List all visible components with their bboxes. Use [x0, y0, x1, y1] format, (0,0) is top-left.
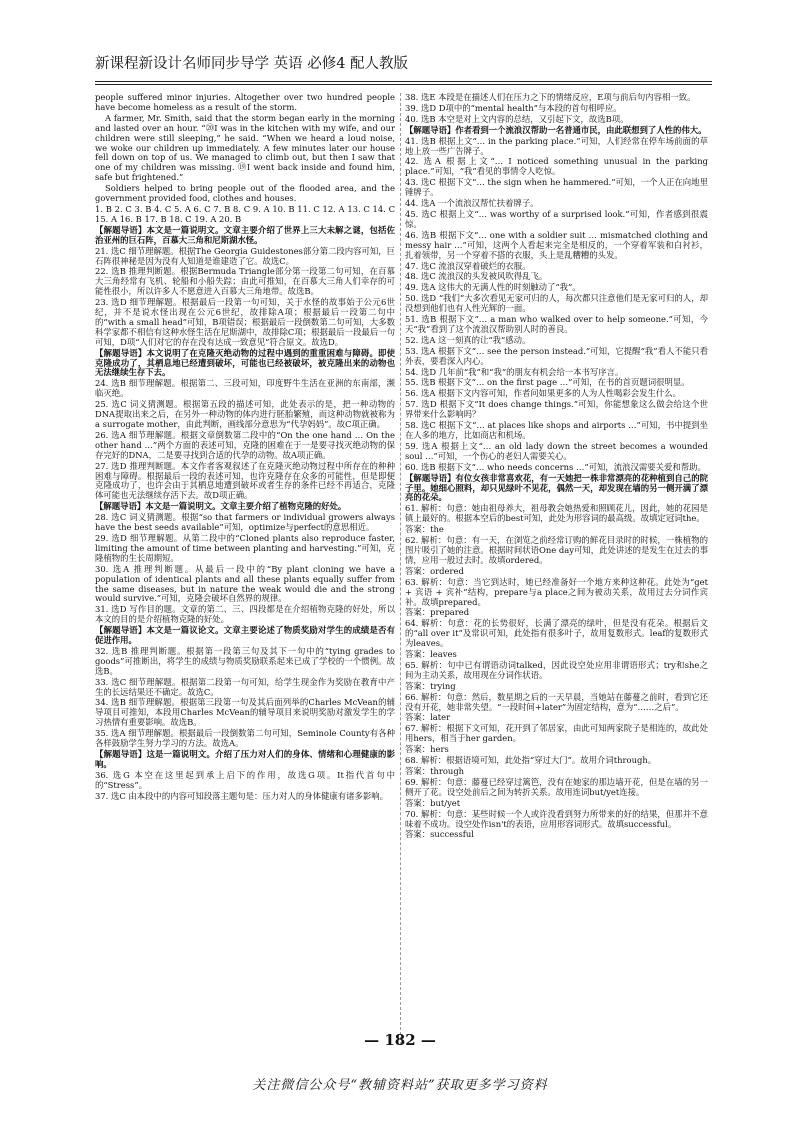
- left-column-paragraph: 27. 选D 推理判断题。本文作者客观叙述了在克隆灭绝动物过程中所存在的种种困难与障碍。根据最后一段的表述可知，也许克隆存在众多的可能性，但是即便克隆成功了，也许会由于其栖息地遭到破坏或者生存的条件已经不再适合，克隆体可能也无法继续存活下去。故D项正确。: [95, 460, 395, 501]
- left-column-paragraph: A farmer, Mr. Smith, said that the storm began early in the morning and lasted over an hour. “⑳I was in the kitchen with my wife, and our children were still sleeping,” he said. “When we heard a loud noise, we woke our children up immediately. A few minutes later our house fell down on top of us. We managed to climb out, but then I saw that one of my children was missing. ⑲I went back inside and found him, safe but frightened.”: [95, 112, 395, 183]
- right-column-paragraph: 答案：successful: [405, 829, 474, 840]
- left-column-paragraph: 22. 选B 推理判断题。根据Bermuda Triangle部分第一段第二句可知，在百慕大三角经常有飞机、轮船和小船失踪；由此可推知，在百慕大三角人们幸存的可能性很小，所以许多人不愿意进入百慕大三角地带。故选B。: [95, 266, 395, 297]
- column-divider: [400, 93, 401, 1045]
- right-column-paragraph: 63. 解析：句意：当它到达时，她已经准备好一个地方来种这种花。此处为“get + 宾语 + 宾补”结构，prepare与a place之间为被动关系，故用过去分词作宾补。故填prepared。: [405, 576, 708, 607]
- left-column-paragraph: 31. 选D 写作目的题。文章的第二、三、四段都是在介绍植物克隆的好处，所以本文的目的是介绍植物克隆的好处。: [95, 604, 395, 625]
- right-column-paragraph: 49. 选A 这伟大的无满人性的时刻触动了“我”。: [405, 282, 581, 293]
- right-column-paragraph: 52. 选A 这一刻真的让“我”感动。: [405, 334, 531, 345]
- left-column-paragraph: 1. B 2. C 3. B 4. C 5. A 6. C 7. B 8. C 9. A 10. B 11. C 12. A 13. C 14. C 15. A 16. B 17. B 18. C 19. A 20. B: [95, 203, 395, 224]
- right-column-paragraph: 51. 选B 根据下文“… a man who walked over to help someone.”可知，今天“我”看到了这个流浪汉帮助别人时的善良。: [405, 314, 708, 334]
- right-column-paragraph: 70. 解析：句意：某些时候一个人或许没看到努力所带来的好的结果，但那并不意味着不成功。设空处作isn't的表语，应用形容词形式。故填successful。: [405, 808, 708, 829]
- right-column-paragraph: 39. 选D D项中的“mental health”与本段的首句相呼应。: [405, 102, 622, 113]
- right-column-paragraph: 67. 解析：根据下文可知，花开到了邻居家，由此可知两家院子是相连的，故此处用hers，相当于her garden。: [405, 723, 708, 744]
- right-column-paragraph: 48. 选C 流浪汉的头发被风吹得乱飞。: [405, 271, 548, 282]
- left-column-paragraph: 【解题导语】本文是一篇议论文。文章主要论述了物质奖励对学生的成绩是否有促进作用。: [95, 625, 395, 646]
- left-column-paragraph: 【解题导语】本文说明了在克隆灭绝动物的过程中遇到的重重困难与障碍。即使克隆成功了，其栖息地已经遭到破坏，可能也已经被破坏，被克隆出来的动物也无法继续生存下去。: [95, 347, 395, 378]
- left-column-paragraph: 24. 选B 细节理解题。根据第二、三段可知，印度野牛生活在亚洲的东南部，濒临灭绝。: [95, 378, 395, 399]
- header-rule-thick: [95, 81, 712, 82]
- right-column: [405, 93, 708, 1093]
- left-column-paragraph: 33. 选C 细节理解题。根据第二段第一句可知，给学生现金作为奖励在教育中产生的长远结果还不确定。故选C。: [95, 676, 395, 697]
- left-column-paragraph: 28. 选C 词义猜测题。根据“so that farmers or individual growers always have the best seeds available”可知，optimize与perfect的意思相近。: [95, 512, 395, 533]
- left-column-paragraph: Soldiers helped to bring people out of the flooded area, and the government provided food, clothes and houses.: [95, 183, 395, 204]
- right-column-paragraph: 答案：later: [405, 712, 451, 723]
- left-column-paragraph: 29. 选D 细节理解题。从第二段中的“Cloned plants also reproduce faster, limiting the amount of time between planting and harvesting.”可知，克隆植物的生长周期短。: [95, 532, 395, 563]
- right-column-paragraph: 45. 选C 根据上文“… was worthy of a surprised look.”可知，作者感到很震惊。: [405, 208, 708, 229]
- right-column-paragraph: 58. 选C 根据下文“… at places like shops and airports …”可知，书中提到坐在人多的地方，比如商店和机场。: [405, 420, 708, 440]
- right-column-paragraph: 56. 选A 根据下文内容可知，作者问如果更多的人为人性喝彩会发生什么。: [405, 388, 681, 399]
- right-column-paragraph: 54. 选D 几年前“我”和“我”的朋友有机会给一本书写序言。: [405, 366, 624, 377]
- page-number: — 182 —: [364, 1031, 436, 1049]
- left-column-paragraph: 21. 选C 细节理解题。根据The Georgia Guidestones部分第二段内容可知，巨石阵很神秘是因为没有人知道是谁建造了它。故选C。: [95, 245, 395, 266]
- left-column-paragraph: 【解题导语】本文是一篇说明文。文章主要介绍了世界上三大未解之谜，包括佐治亚州的巨石阵，百慕大三角和尼斯湖水怪。: [95, 224, 395, 245]
- right-column-paragraph: 答案：prepared: [405, 607, 470, 618]
- right-column-paragraph: 50. 选D “我们”大多次看见无家可归的人，每次都只注意他们是无家可归的人，却没想到他们也有人性光辉的一面。: [405, 293, 708, 314]
- right-column-paragraph: 41. 选B 根据上文“… in the parking place.”可知，人们经常在停车场前面的草地上放一些广告牌子。: [405, 135, 708, 156]
- right-column-paragraph: 60. 选B 根据下文“… who needs concerns …”可知，流浪汉需要关爱和帮助。: [405, 461, 706, 472]
- left-column-paragraph: 【解题导语】这是一篇说明文。介绍了压力对人们的身体、情绪和心理健康的影响。: [95, 749, 395, 769]
- right-column-paragraph: 答案：the: [405, 524, 444, 535]
- left-column-paragraph: 30. 选A 推理判断题。从最后一段中的“By plant cloning we have a population of identical plants and all these plants equally suffer from the same diseases, but in nature the weak would die and the strong would survive.”可知，克隆会破坏自然界的规律。: [95, 563, 395, 604]
- right-column-paragraph: 答案：trying: [405, 680, 456, 691]
- right-column-paragraph: 答案：ordered: [405, 565, 464, 576]
- right-column-paragraph: 68. 解析：根据语境可知，此处指“穿过大门”。故用介词through。: [405, 755, 657, 766]
- right-column-paragraph: 59. 选A 根据上文“… an old lady down the street becomes a wounded soul …”可知，一个伤心的老妇人需要关心。: [405, 440, 708, 461]
- right-column-paragraph: 66. 解析：句意：然后，数星期之后的一天早晨，当她站在藤蔓之前时，看到它还没有开花，她非常失望。“一段时间+later”为固定结构，意为“……之后”。: [405, 691, 708, 712]
- right-column-paragraph: 55. 选B 根据下文“… on the first page …”可知，在书的首页题词很明显。: [405, 377, 690, 388]
- right-column-paragraph: 38. 选E 本段是在描述人们在压力之下的情绪反应，E项与前后句内容相一致。: [405, 93, 696, 102]
- right-column-paragraph: 42. 选A 根据上文“… I noticed something unusual in the parking place.”可知，“我”看见的事情令人吃惊。: [405, 156, 708, 177]
- right-column-paragraph: 答案：through: [405, 766, 465, 776]
- left-column: [95, 93, 395, 1093]
- right-column-paragraph: 【解题导语】有位女孩非常喜欢花，有一天她把一株非常漂亮的花种植到自己的院子里。她细心照料，却只见绿叶不见花，偶然一天，却发现在墙的另一侧开满了漂亮的花朵。: [405, 472, 708, 503]
- right-column-paragraph: 答案：hers: [405, 744, 449, 755]
- left-column-paragraph: 32. 选B 推理判断题。根据第一段第三句及其下一句中的“tying grades to goods”可推断出，将学生的成绩与物质奖励联系起来已成了学校的一个惯例。故选B。: [95, 645, 395, 676]
- header-rule-thin: [95, 84, 712, 85]
- footer-watermark-text: 关注微信公众号“教辅资料站”获取更多学习资料: [252, 1078, 548, 1093]
- right-column-paragraph: 43. 选C 根据下文“… the sign when he hammered.”可知，一个人正在向地里锤牌子。: [405, 177, 708, 198]
- right-column-paragraph: 答案：but/yet: [405, 797, 461, 808]
- right-column-paragraph: 答案：leaves: [405, 649, 457, 660]
- left-column-paragraph: 25. 选C 词义猜测题。根据第五段的描述可知，此处表示的是，把一种动物的DNA提取出来之后，在另外一种动物的体内进行胚胎繁殖，而这种动物就被称为a surrogate mother，由此判断，画线部分意思为“代孕妈妈”。故C项正确。: [95, 399, 395, 429]
- right-column-paragraph: 40. 选B 本空是对上文内容的总结，又引起下文，故选B项。: [405, 113, 629, 124]
- right-column-paragraph: 53. 选A 根据下文“… see the person instead.”可知，它提醒“我”看人不能只看外表，要看深入内心。: [405, 345, 708, 366]
- left-column-paragraph: 23. 选D 细节理解题。根据最后一段第一句可知，关于水怪的故事始于公元6世纪，并不是说水怪出现在公元6世纪，故排除A项；根据最后一段第二句中的“with a small head”可知，B项错误；根据最后一段倒数第二句可知，大多数科学家都不相信有这种水怪生活在尼斯湖中，故排除C项；根据最后一段最后一句可知，D项“人们对它的存在没有达成一致意见”符合原文。故选D。: [95, 297, 395, 347]
- right-column-paragraph: 69. 解析：句意：藤蔓已经穿过篱笆，没有在她家的那边墙开花，但是在墙的另一侧开了花。设空处前后之间为转折关系。故用连词but/yet连接。: [405, 776, 708, 797]
- right-column-paragraph: 65. 解析：句中已有谓语动词talked，因此设空处应用非谓语形式；try和she之间为主动关系，故用现在分词作状语。: [405, 659, 708, 680]
- left-column-paragraph: 26. 选A 细节理解题。根据文章倒数第二段中的“On the one hand … On the other hand …”两个方面的表述可知，克隆的困难在于一是要寻找灭绝动物的保存完好的DNA，二是要寻找到合适的代孕的动物。故A项正确。: [95, 429, 395, 460]
- right-column-paragraph: 46. 选B 根据下文“… one with a soldier suit … mismatched clothing and messy hair …”可知，这两个人看起来完全是相反的，一个穿着军装和白衬衫，扎着领带，另一个穿着不搭的衣服，头上是乱糟糟的头发。: [405, 229, 708, 260]
- left-column-paragraph: 【解题导语】本文是一篇说明文。文章主要介绍了植物克隆的好处。: [95, 501, 347, 512]
- right-column-paragraph: 62. 解析：句意：有一天，在浏览之前经常订购的鲜花目录时的时候，一株植物的图片吸引了她的注意。根据时间状语One day可知，此处讲述的是发生在过去的事情，应用一般过去时。故填ordered。: [405, 535, 708, 565]
- right-column-paragraph: 【解题导语】作者看到一个流浪汉帮助一名普通市民，由此联想到了人性的伟大。: [405, 124, 707, 135]
- left-column-paragraph: people suffered minor injuries. Altogether over two hundred people have become homeless as a result of the storm.: [95, 93, 395, 112]
- right-column-paragraph: 61. 解析：句意：她由祖母养大，祖母教会她热爱和照顾花儿，因此，她的花园是镇上最好的。根据本空后的best可知，此处为形容词的最高级。故填定冠词the。: [405, 503, 708, 524]
- right-column-paragraph: 64. 解析：句意：花的长势很好，长满了漂亮的绿叶，但是没有花朵。根据后文的“all over it”及常识可知，此处指有很多叶子，故用复数形式。leaf的复数形式为leaves。: [405, 618, 708, 649]
- left-column-paragraph: 37. 选C 由本段中的内容可知段落主题句是：压力对人的身体健康有诸多影响。: [95, 790, 389, 801]
- right-column-paragraph: 47. 选C 流浪汉穿着破烂的衣服。: [405, 260, 531, 271]
- left-column-paragraph: 36. 选G 本空在这里起到承上启下的作用，故选G项。It指代首句中的“Stress”。: [95, 769, 395, 790]
- right-column-paragraph: 44. 选A 一个流浪汉帮忙扶着牌子。: [405, 198, 539, 209]
- right-column-paragraph: 57. 选D 根据下文“It does change things.”可知，你能想象这么做会给这个世界带来什么影响吗？: [405, 399, 708, 420]
- page-header-title: 新课程新设计名师同步导学 英语 必修4 配人教版: [95, 56, 409, 72]
- left-column-paragraph: 34. 选B 细节理解题。根据第三段第一句及其后面列举的Charles McVean的辅导项目可推知，本段用Charles McVean的辅导项目来说明奖励对激发学生的学习热情有重要影响。故选B。: [95, 697, 395, 728]
- left-column-paragraph: 35. 选A 细节理解题。根据最后一段倒数第二句可知，Seminole County有各种各样鼓励学生努力学习的方法。故选A。: [95, 728, 395, 749]
